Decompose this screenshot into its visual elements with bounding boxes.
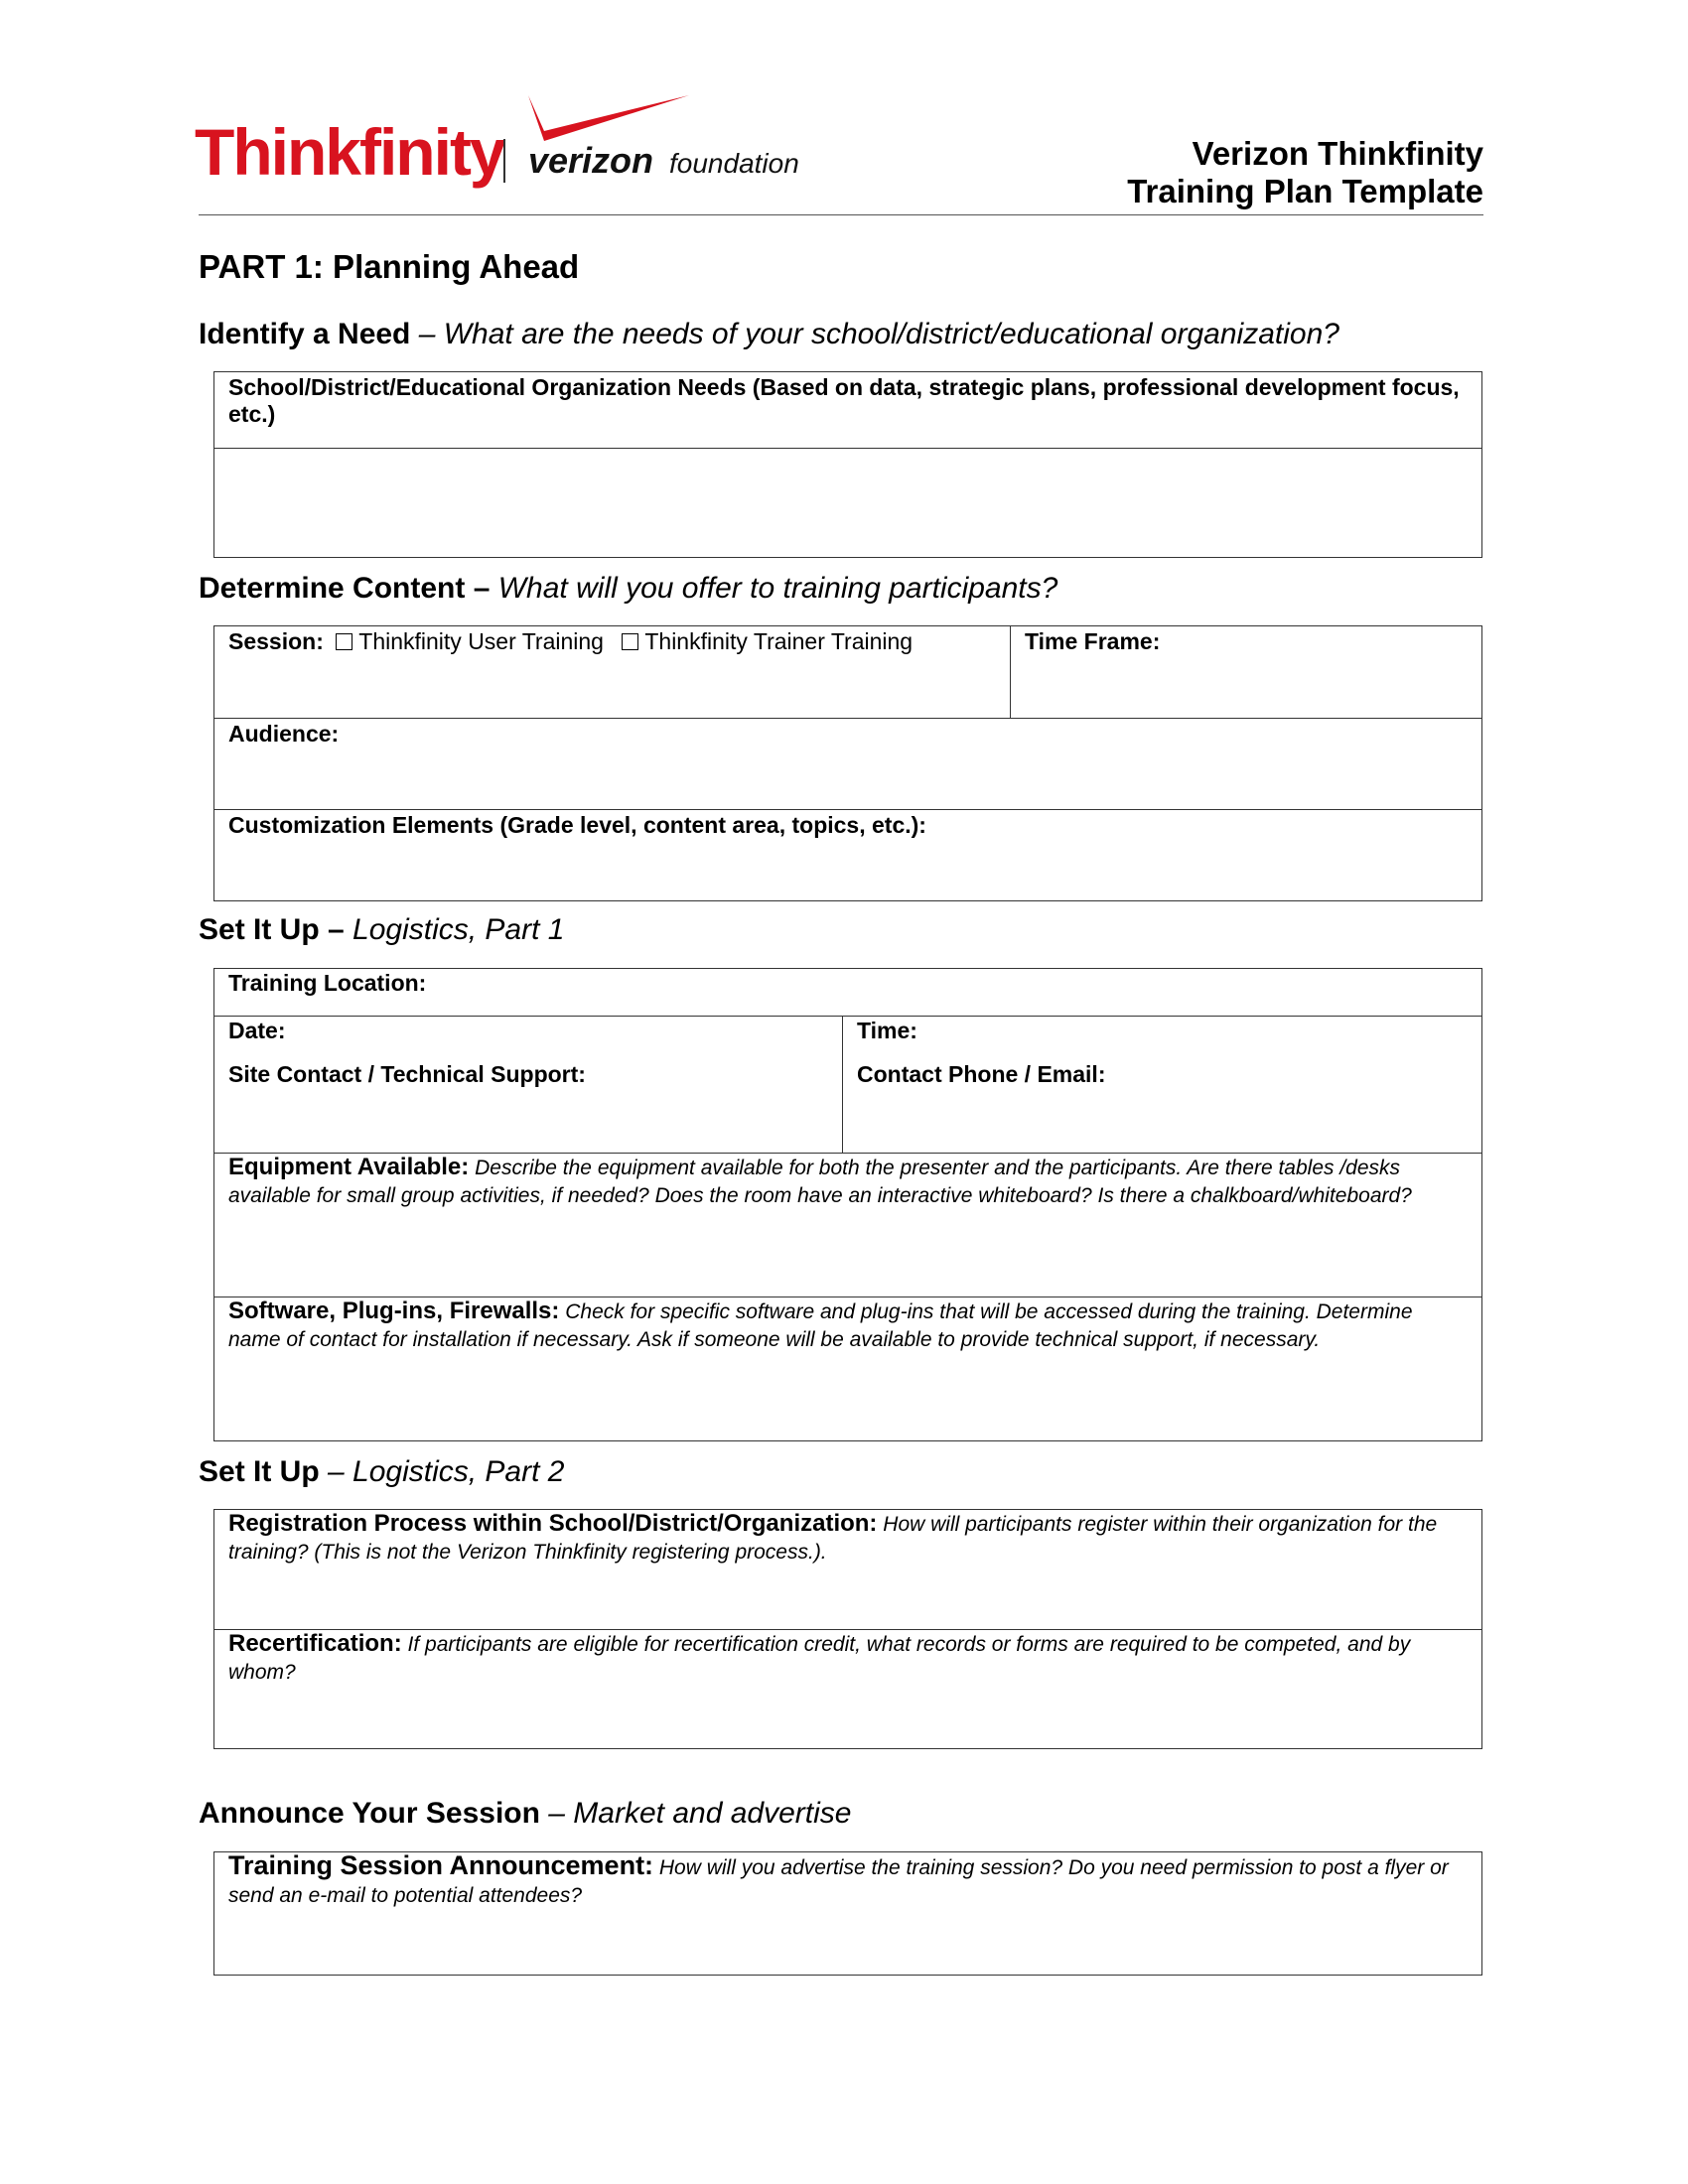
customization-label: Customization Elements (Grade level, content area, topics, etc.): <box>228 812 926 838</box>
logo-foundation-text: foundation <box>669 148 799 179</box>
software-cell <box>214 1297 1481 1440</box>
trainer-training-option-label: Thinkfinity Trainer Training <box>644 628 914 654</box>
session-cell <box>214 626 1010 718</box>
recertification-cell <box>214 1630 1481 1748</box>
needs-label: School/District/Educational Organization Needs (Based on data, strategic plans, professional development focus, etc.) <box>228 374 1460 427</box>
announcement-table <box>213 1851 1482 1976</box>
logo-thinkfinity-text: Thinkfinity <box>195 115 504 189</box>
time-frame-label: Time Frame: <box>1025 628 1161 654</box>
logo-verizon-text: verizon <box>528 140 654 181</box>
software-row[interactable] <box>214 1297 1481 1440</box>
time-frame-cell[interactable] <box>1010 626 1481 718</box>
user-training-option-label: Thinkfinity User Training <box>358 628 604 654</box>
part-title: PART 1: Planning Ahead <box>199 248 580 285</box>
contact-phone-cell[interactable] <box>842 1061 1481 1153</box>
heading-italic: What will you offer to training participants? <box>497 572 1058 605</box>
date-time-row <box>214 1016 1481 1061</box>
equipment-label: Equipment Available: <box>228 1154 470 1180</box>
audience-label: Audience: <box>228 721 340 747</box>
verizon-checkmark-icon <box>528 95 689 141</box>
announcement-description: How will you advertise the training session? Do you need permission to post a flyer or send an e-mail to potential attendees? <box>228 1856 1449 1907</box>
contact-phone-label: Contact Phone / Email: <box>857 1061 1106 1087</box>
announcement-cell <box>214 1852 1481 1974</box>
equipment-row[interactable] <box>214 1153 1481 1297</box>
title-line-1: Verizon Thinkfinity <box>1192 135 1483 172</box>
heading-italic: Logistics, Part 1 <box>352 913 565 946</box>
needs-input-row[interactable] <box>214 448 1481 557</box>
trainer-training-checkbox[interactable] <box>622 633 638 650</box>
announcement-row[interactable] <box>214 1852 1481 1974</box>
registration-row[interactable] <box>214 1510 1481 1629</box>
needs-table <box>213 371 1482 558</box>
user-training-checkbox[interactable] <box>336 633 352 650</box>
logistics1-table <box>213 968 1482 1441</box>
audience-row[interactable] <box>214 718 1481 809</box>
needs-input[interactable] <box>214 449 1481 557</box>
header-divider <box>199 214 1483 215</box>
heading-italic: – What are the needs of your school/district/educational organization? <box>410 318 1339 350</box>
registration-label: Registration Process within School/District/Organization: <box>228 1510 878 1537</box>
needs-header-row <box>214 372 1481 448</box>
date-label: Date: <box>228 1018 286 1043</box>
heading-bold: Set It Up <box>199 1455 320 1488</box>
heading-italic: – Market and advertise <box>539 1797 852 1830</box>
date-cell[interactable] <box>214 1017 842 1061</box>
registration-cell <box>214 1510 1481 1629</box>
recertification-label: Recertification: <box>228 1630 402 1657</box>
thinkfinity-verizon-logo <box>195 91 830 201</box>
site-contact-cell[interactable] <box>214 1061 842 1153</box>
heading-bold: Set It Up – <box>199 913 353 946</box>
heading-bold: Identify a Need <box>199 318 411 350</box>
equipment-cell <box>214 1154 1481 1297</box>
equipment-description: Describe the equipment available for both the presenter and the participants. Are there tables /desks available for small group activities, if needed? Does the room have an interactive whiteboard? Is there a chalkboard/whiteboard? <box>228 1157 1412 1207</box>
announce-heading <box>199 1797 851 1831</box>
location-label: Training Location: <box>228 970 427 996</box>
software-label: Software, Plug-ins, Firewalls: <box>228 1297 560 1324</box>
contact-row <box>214 1061 1481 1153</box>
logistics2-table <box>213 1509 1482 1749</box>
heading-italic: – Logistics, Part 2 <box>319 1455 565 1488</box>
identify-need-heading <box>199 318 1339 351</box>
determine-content-heading <box>199 572 1057 606</box>
announcement-label: Training Session Announcement: <box>228 1850 654 1880</box>
session-row <box>214 626 1481 718</box>
heading-bold: Determine Content – <box>199 572 498 605</box>
time-cell[interactable] <box>842 1017 1481 1061</box>
registration-description: How will participants register within their organization for the training? (This is not the Verizon Thinkfinity registering process.). <box>228 1513 1438 1564</box>
site-contact-label: Site Contact / Technical Support: <box>228 1061 586 1087</box>
recertification-description: If participants are eligible for recertification credit, what records or forms are required to be competed, and by whom? <box>228 1633 1411 1684</box>
heading-bold: Announce Your Session <box>199 1797 540 1830</box>
software-description: Check for specific software and plug-ins that will be accessed during the training. Determine name of contact for installation if necessary. Ask if someone will be available to provide technical support, if necessary. <box>228 1300 1413 1351</box>
title-line-2: Training Plan Template <box>1127 173 1483 209</box>
session-label: Session: <box>228 628 324 654</box>
document-title <box>1127 135 1483 210</box>
setup-part2-heading <box>199 1455 564 1489</box>
content-table <box>213 625 1482 901</box>
customization-row[interactable] <box>214 809 1481 900</box>
setup-part1-heading <box>199 913 564 947</box>
location-row[interactable] <box>214 969 1481 1016</box>
time-label: Time: <box>857 1018 917 1043</box>
recertification-row[interactable] <box>214 1629 1481 1748</box>
